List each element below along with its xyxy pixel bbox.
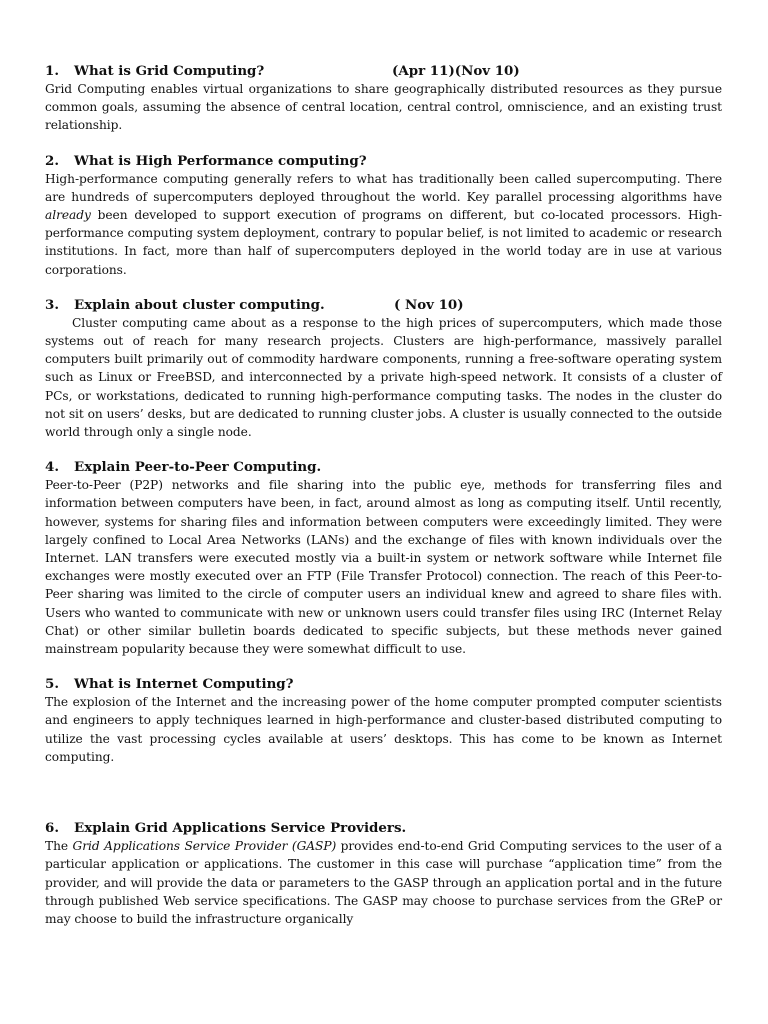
question-1: [45, 62, 722, 135]
question-2-answer: [45, 170, 722, 279]
question-2-answer-emphasis: already: [45, 208, 91, 223]
question-5-title: What is Internet Computing?: [74, 676, 294, 693]
question-2-answer-part-1: High-performance computing generally refers to what has traditionally been called supercomputing. There are hundreds of supercomputers deployed throughout the world. Key parallel processing algorithms have: [45, 171, 722, 204]
question-3: [45, 296, 722, 441]
question-4-answer: Peer-to-Peer (P2P) networks and file sharing into the public eye, methods for transferring files and information between computers have been, in fact, around almost as long as computing itself. Until recently, however, systems for sharing files and information between computers were exceedingly limited. They were largely confined to Local Area Networks (LANs) and the exchange of files with known individuals over the Internet. LAN transfers were executed mostly via a built-in system or network software while Internet file exchanges were mostly executed over an FTP (File Transfer Protocol) connection. The reach of this Peer-to-Peer sharing was limited to the circle of computer users an individual knew and agreed to share files with. Users who wanted to communicate with new or unknown users could transfer files using IRC (Internet Relay Chat) or other similar bulletin boards dedicated to specific subjects, but these methods never gained mainstream popularity because they were somewhat difficult to use.: [45, 478, 722, 657]
question-1-number: 1.: [45, 63, 59, 79]
question-1-answer: Grid Computing enables virtual organizations to share geographically distributed resources as they pursue common goals, assuming the absence of central location, central control, omniscience, and an existing trust relationship.: [45, 82, 722, 133]
question-6-answer-part-2: provides end-to-end Grid Computing services to the user of a particular application or applications. The customer in this case will purchase “application time” from the provider, and will provide the data or parameters to the GASP through an application portal and in the future through published Web service specifications. The GASP may choose to purchase services from the GReP or may choose to build the infrastructure organically: [45, 839, 722, 926]
question-2-heading: [45, 152, 722, 170]
question-1-heading: [45, 62, 722, 80]
question-5-heading: [45, 675, 722, 693]
question-4-number: 4.: [45, 459, 59, 476]
question-4: [45, 458, 722, 658]
question-6-answer-part-1: The: [45, 839, 73, 854]
question-5-answer: The explosion of the Internet and the increasing power of the home computer prompted computer scientists and engineers to apply techniques learned in high-performance and cluster-based distributed computing to utilize the vast processing cycles available at users’ desktops. This has come to be known as Internet computing.: [45, 695, 722, 764]
question-6-heading: [45, 819, 722, 837]
question-4-title: Explain Peer-to-Peer Computing.: [74, 459, 322, 476]
question-3-title: Explain about cluster computing.: [74, 296, 325, 313]
question-1-title: What is Grid Computing?: [74, 63, 265, 79]
question-6-number: 6.: [45, 820, 59, 837]
question-6: [45, 819, 722, 928]
question-6-title: Explain Grid Applications Service Providers.: [74, 820, 407, 837]
question-2-number: 2.: [45, 152, 59, 169]
question-2-title: What is High Performance computing?: [74, 152, 367, 169]
question-4-heading: [45, 458, 722, 476]
question-5: [45, 675, 722, 766]
question-3-answer: Cluster computing came about as a response to the high prices of supercomputers, which made those systems out of reach for many research projects. Clusters are high-performance, massively parallel computers built primarily out of commodity hardware components, running a free-software operating system such as Linux or FreeBSD, and interconnected by a private high-speed network. It consists of a cluster of PCs, or workstations, dedicated to running high-performance computing tasks. The nodes in the cluster do not sit on users’ desks, but are dedicated to running cluster jobs. A cluster is usually connected to the outside world through only a single node.: [45, 315, 722, 440]
question-1-date: (Apr 11)(Nov 10): [392, 63, 520, 79]
question-3-number: 3.: [45, 296, 59, 313]
question-6-answer-emphasis: Grid Applications Service Provider (GASP): [72, 839, 337, 854]
question-5-number: 5.: [45, 676, 59, 693]
question-2: [45, 152, 722, 279]
question-3-heading: [45, 296, 722, 314]
question-2-answer-part-2: been developed to support execution of programs on different, but co-located processors. High-performance computing system deployment, contrary to popular belief, is not limited to academic or research institutions. In fact, more than half of supercomputers deployed in the world today are in use at various corporations.: [45, 208, 722, 277]
question-6-answer: [45, 837, 722, 928]
question-3-date: ( Nov 10): [394, 296, 464, 313]
